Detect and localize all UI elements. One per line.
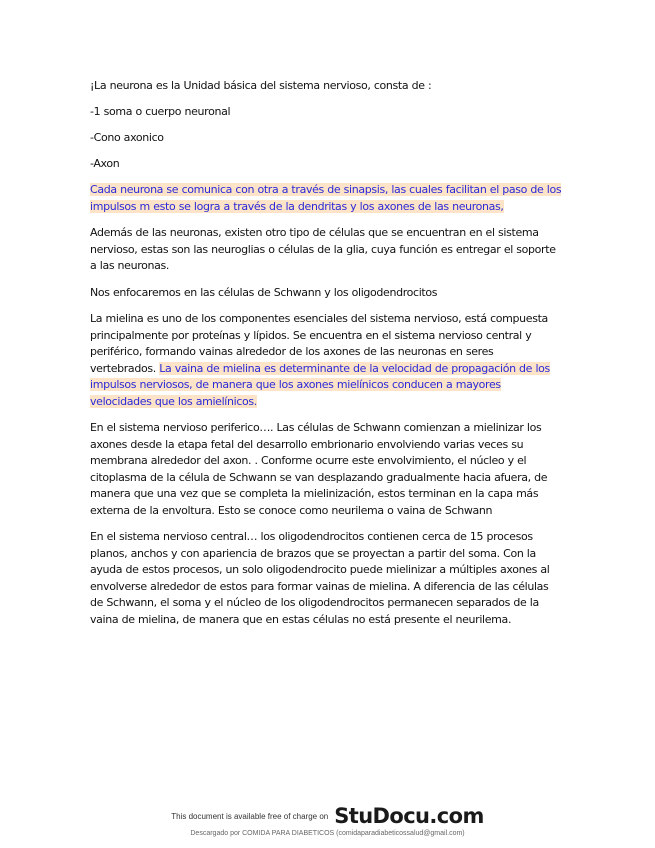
list-item-axon: -Axon <box>90 157 120 170</box>
document-body <box>90 78 562 638</box>
studocu-logo[interactable]: StuDocu.com <box>334 804 484 828</box>
focus-paragraph: Nos enfocaremos en las células de Schwann y los oligodendrocitos <box>90 285 438 299</box>
footer-download-info: Descargado por COMIDA PARA DIABETICOS (comidaparadiabeticossalud@gmail.com) <box>190 830 465 837</box>
central-nervous-system-paragraph: En el sistema nervioso central… los oligodendrocitos contienen cerca de 15 procesos planos, anchos y con apariencia de brazos que se proyectan a partir del soma. Con la ayuda de estos procesos, un solo oligodendrocito puede mielinizar a múltiples axones al envolverse alrededor de estos para formar vainas de mielina. A diferencia de las células de Schwann, el soma y el núcleo de los oligodendrocitos permanecen separados de la vaina de mielina, de manera que en estas células no está presente el neurilema. <box>90 530 550 626</box>
intro-line: ¡La neurona es la Unidad básica del sistema nervioso, consta de : <box>90 79 432 92</box>
highlighted-text-myelin: La vaina de mielina es determinante de la velocidad de propagación de los impulsos nerviosos, de manera que los axones mielínicos conducen a mayores velocidades que los amielínicos. <box>90 361 550 408</box>
list-item-soma: -1 soma o cuerpo neuronal <box>90 105 231 118</box>
footer-availability <box>0 804 655 828</box>
myelin-paragraph <box>90 311 562 410</box>
list-item-cono-axonico: -Cono axonico <box>90 131 164 144</box>
glia-paragraph: Además de las neuronas, existen otro tipo de células que se encuentran en el sistema nervioso, estas son las neuroglias o células de la glia, cuya función es entregar el soporte a las neuronas. <box>90 226 556 272</box>
myelin-text: La mielina es uno de los componentes esenciales del sistema nervioso, está compuesta principalmente por proteínas y lípidos. Se encuentra en el sistema nervioso central y periférico, formando vainas alrededor de los axones de las neuronas en seres vertebrados. <box>90 312 548 375</box>
highlighted-text-synapse: Cada neurona se comunica con otra a través de sinapsis, las cuales facilitan el paso de los impulsos m esto se logra a través de la dendritas y los axones de las neuronas, <box>90 183 562 213</box>
availability-text: This document is available free of charge on <box>171 811 329 821</box>
peripheral-nervous-system-paragraph: En el sistema nervioso periferico…. Las células de Schwann comienzan a mielinizar los axones desde la etapa fetal del desarrollo embrionario envolviendo varias veces su membrana alrededor del axon. . Conforme ocurre este envolvimiento, el núcleo y el citoplasma de la célula de Schwann se van desplazando gradualmente hacia afuera, de manera que una vez que se completa la mielinización, estos terminan en la capa más externa de la envoltura. Esto se conoce como neurilema o vaina de Schwann <box>90 421 548 517</box>
synapse-paragraph <box>90 182 562 215</box>
